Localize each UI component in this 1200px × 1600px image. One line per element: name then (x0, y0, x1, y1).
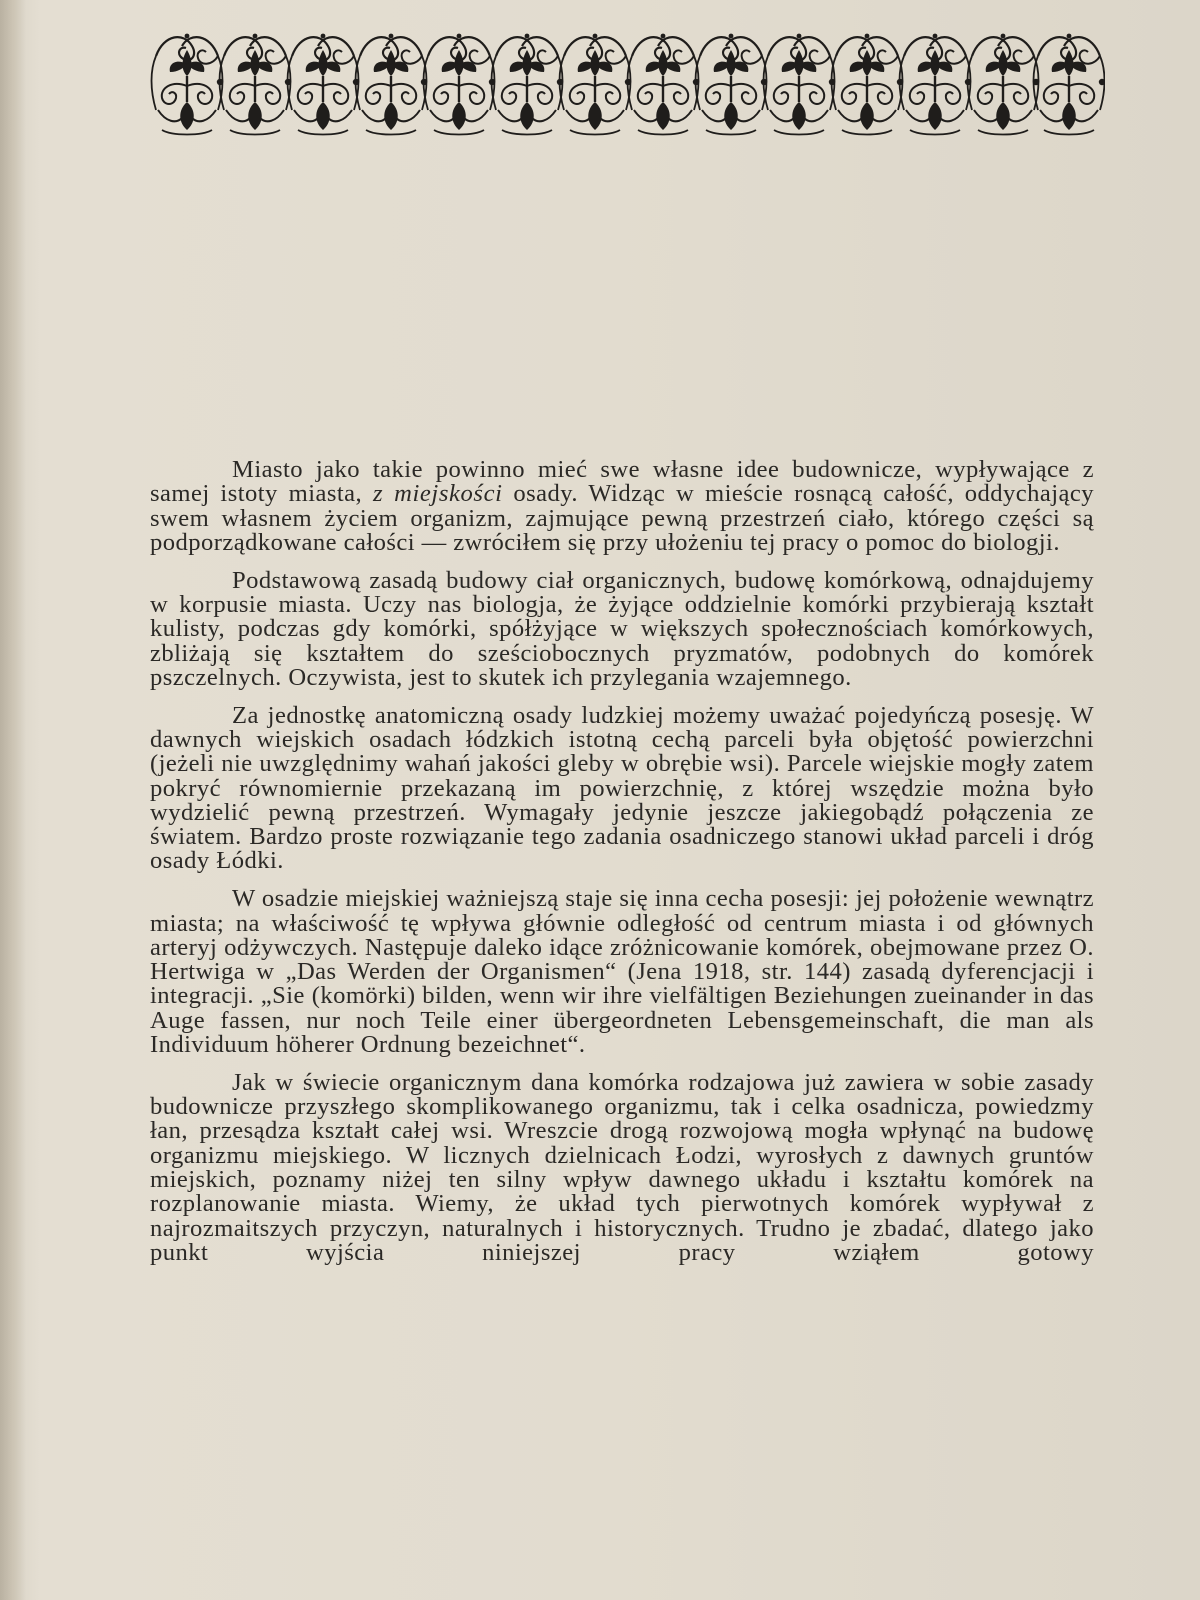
paragraph-5: Jak w świecie organicznym dana komórka rodzajowa już zawiera w sobie zasady budownicze przyszłego skomplikowanego organizmu, tak i celka osadnicza, powiedzmy łan, przesądza kształt całej wsi. Wreszcie drogą rozwojową mogła wpłynąć na budowę organizmu miejskiego. W licznych dzielnicach Łodzi, wyrosłych z dawnych gruntów miejskich, poznamy niżej ten silny wpływ dawnego układu i kształtu komórek na rozplanowanie miasta. Wiemy, że układ tych pierwotnych komórek wypływał z najrozmaitszych przyczyn, naturalnych i historycznych. Trudno je zbadać, dlatego jako punkt wyjścia niniejszej pracy wziąłem gotowy (150, 1068, 1094, 1266)
paragraph-1-text: Miasto jako takie powinno mieć swe własne idee budownicze, wypływające z samej istoty miasta, (150, 456, 1094, 508)
paragraph-3: Za jednostkę anatomiczną osady ludzkiej możemy uważać pojedyńczą posesję. W dawnych wiejskich osadach łódzkich istotną cechą parceli była objętość powierzchni (jeżeli nie uwzględnimy wahań jakości gleby w obrębie wsi). Parcele wiejskie mogły zatem pokryć równomiernie przekazaną im powierzchnię, z której wszędzie można było wydzielić pewną przestrzeń. Wymagały jedynie jeszcze jakiegobądź połączenia ze światem. Bardzo proste rozwiązanie tego zadania osadniczego stanowi układ parceli i dróg osady Łódki. (150, 701, 1094, 875)
body-text (150, 458, 1094, 1279)
paragraph-1-emphasis: z miejskości (372, 480, 503, 508)
paragraph-2: Podstawową zasadą budowy ciał organicznych, budowę komórkową, odnajdujemy w korpusie miasta. Uczy nas biologja, że żyjące oddzielnie komórki przybierają kształt kulisty, podczas gdy komórki, spółżyjące w większych społecznościach komórkowych, zbliżają się kształtem do sześciobocznych pryzmatów, podobnych do komórek pszczelnych. Oczywista, jest to skutek ich przylegania wzajemnego. (150, 566, 1094, 691)
page-binding-shadow (0, 0, 26, 1600)
paragraph-1 (150, 458, 1094, 555)
paragraph-1-text-end: osady. Widząc w mieście rosnącą całość, oddychający swem własnem życiem organizm, zajmujące pewną przestrzeń ciało, którego części są podporządkowane całości — zwróciłem się przy ułożeniu tej pracy o pomoc do biologji. (150, 480, 1094, 556)
floral-ornament-band-icon (150, 26, 1105, 138)
paragraph-4: W osadzie miejskiej ważniejszą staje się inna cecha posesji: jej położenie wewnątrz miasta; na właściwość tę wpływa głównie odległość od centrum miasta i od głównych arteryj odżywczych. Następuje daleko idące zróżnicowanie komórek, obejmowane przez O. Hertwiga w „Das Werden der Organismen“ (Jena 1918, str. 144) zasadą dyferencjacji i integracji. „Sie (komörki) bilden, wenn wir ihre vielfältigen Beziehungen zueinander in das Auge fassen, nur noch Teile einer übergeordneten Lebensgemeinschaft, die man als Individuum höherer Ordnung bezeichnet“. (150, 885, 1094, 1059)
